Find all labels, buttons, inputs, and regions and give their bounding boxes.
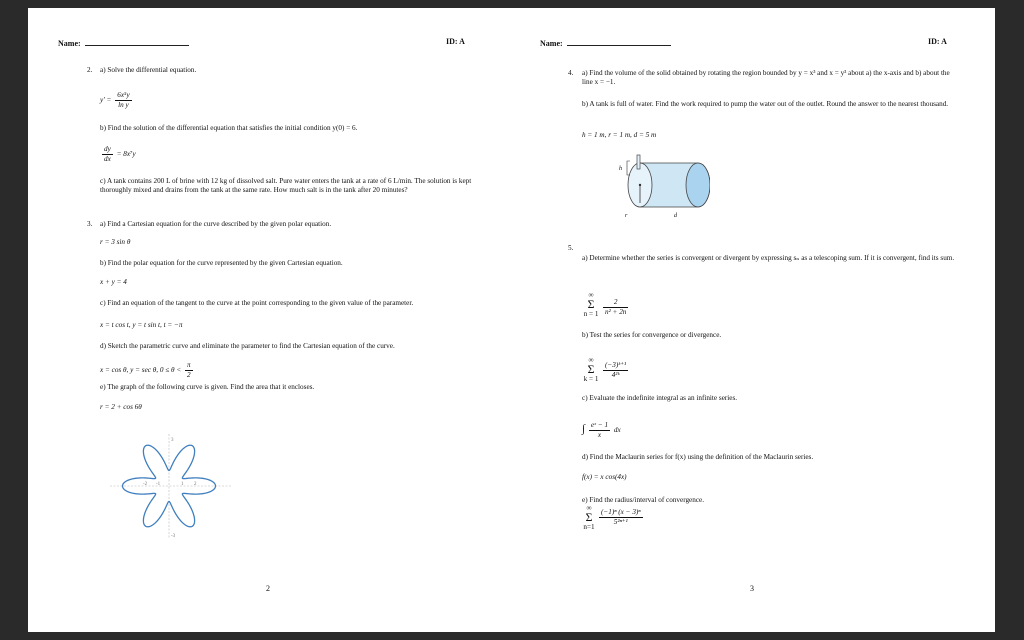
q5e-text: e) Find the radius/interval of convergence.	[582, 496, 705, 504]
q5c-expression	[582, 421, 621, 440]
q5c-text: c) Evaluate the indefinite integral as an infinite series.	[582, 394, 738, 402]
page-number-2: 2	[266, 584, 270, 593]
page-2	[28, 8, 511, 632]
q3d-eq-text: x = cos θ, y = sec θ, 0 ≤ θ <	[100, 366, 182, 375]
label-h: h	[619, 166, 622, 172]
q5c-numerator: eˣ − 1	[590, 421, 609, 429]
q5e-numerator: (−1)ⁿ (x − 3)ⁿ	[601, 508, 641, 516]
q3b-equation: x + y = 4	[100, 278, 127, 286]
q2b-rhs: = 8x⁷y	[116, 150, 136, 159]
q3d-text: d) Sketch the parametric curve and eliminate the parameter to find the Cartesian equation of the curve.	[100, 342, 395, 350]
q2a-denominator: ln y	[118, 101, 129, 109]
q5b-denominator: 4²ᵏ	[611, 371, 620, 379]
tick-y-top: 3	[171, 438, 174, 443]
tick-y-bottom: -3	[171, 534, 176, 539]
worksheet-spread	[28, 8, 995, 632]
q2a-fraction	[115, 91, 131, 110]
q5a-sigma-top: ∞	[588, 291, 594, 299]
q5b-fraction	[603, 361, 628, 380]
name-blank-line	[85, 37, 189, 46]
tank-illustration	[600, 153, 710, 219]
q3d-denominator: 2	[186, 371, 191, 379]
q5a-denominator: n² + 2n	[605, 308, 627, 316]
q4a-text: a) Find the volume of the solid obtained by rotating the region bounded by y = x³ and x = y³ about a) the x-axis and b) about the line x = −1.	[582, 69, 950, 86]
q3a-text: a) Find a Cartesian equation for the curve described by the given polar equation.	[100, 220, 332, 228]
q5a-fraction	[603, 298, 628, 317]
q4b-text: b) A tank is full of water. Find the work required to pump the water out of the outlet. Round the answer to the nearest thousand.	[582, 100, 949, 108]
q5e-sigma-bottom: n=1	[583, 523, 595, 531]
q5a-sigma-bottom: n = 1	[583, 310, 599, 318]
id-label-right: ID: A	[928, 37, 947, 46]
question-3-number: 3.	[87, 220, 93, 228]
q5d-text: d) Find the Maclaurin series for f(x) using the definition of the Maclaurin series.	[582, 453, 814, 461]
q5b-sigma	[582, 356, 600, 383]
q3d-fraction	[185, 361, 193, 380]
q5b-sigma-bottom: k = 1	[583, 375, 599, 383]
q2a-numerator: 6x⁵y	[117, 91, 130, 99]
q3c-text: c) Find an equation of the tangent to the curve at the point corresponding to the given value of the parameter.	[100, 299, 414, 307]
q3c-equation: x = t cos t, y = t sin t, t = −π	[100, 321, 183, 329]
q2a-equation	[100, 91, 134, 110]
q3e-equation: r = 2 + cos 6θ	[100, 403, 142, 411]
name-field	[58, 37, 189, 48]
q3a-equation: r = 3 sin θ	[100, 238, 131, 246]
tick-x-neg1: -1	[156, 482, 161, 487]
q5e-sigma	[582, 504, 596, 531]
tick-x-2: 2	[194, 482, 197, 487]
page-3	[512, 8, 995, 632]
q5c-denominator: x	[597, 431, 602, 439]
tick-x-neg2: -2	[143, 482, 148, 487]
q5c-fraction	[589, 421, 610, 440]
question-4-number: 4.	[568, 69, 574, 77]
q2b-equation	[100, 145, 136, 164]
q3e-text: e) The graph of the following curve is given. Find the area that it encloses.	[100, 383, 315, 391]
question-5-number: 5.	[568, 244, 574, 252]
q5d-equation: f(x) = x cos(4x)	[582, 473, 627, 481]
q2b-text: b) Find the solution of the differential equation that satisfies the initial condition y(0) = 6.	[100, 124, 358, 132]
q5b-numerator: (−3)ᵏ⁺¹	[605, 361, 627, 369]
label-d: d	[674, 213, 677, 219]
q5a-sigma	[582, 291, 600, 318]
name-field-right	[540, 37, 671, 48]
q5c-dx: dx	[613, 426, 621, 435]
tank-outlet	[637, 155, 640, 169]
name-label-right: Name:	[540, 39, 563, 48]
q2b-denominator: dx	[104, 155, 111, 163]
q5a-term	[601, 298, 630, 317]
q2c-text: c) A tank contains 200 L of brine with 12 kg of dissolved salt. Pure water enters the tank at a rate of 6 L/min. The solution is kept thoroughly mixed and drains from the tank at the same rate. How much salt is in the tank after 20 minutes?	[100, 177, 472, 194]
q5e-denominator: 5²ⁿ⁺¹	[613, 518, 628, 526]
q2b-fraction	[102, 145, 113, 164]
q5b-sigma-top: ∞	[588, 356, 594, 364]
q2a-lhs: y′ =	[100, 96, 112, 105]
polar-curve-graph	[106, 430, 236, 542]
name-label: Name:	[58, 39, 81, 48]
tick-x-1: 1	[181, 482, 184, 487]
q5e-term	[597, 508, 645, 527]
q3d-numerator: π	[186, 361, 191, 369]
name-blank-line-right	[567, 37, 671, 46]
q2a-text: a) Solve the differential equation.	[100, 66, 197, 74]
q3b-text: b) Find the polar equation for the curve represented by the given Cartesian equation.	[100, 259, 343, 267]
q3d-equation	[100, 361, 195, 380]
q5a-sigma-symbol: Σ	[587, 297, 595, 311]
page-number-3: 3	[750, 584, 754, 593]
q5b-term	[601, 361, 630, 380]
id-label: ID: A	[446, 37, 465, 46]
q5a-text: a) Determine whether the series is convergent or divergent by expressing sₙ as a telescoping sum. If it is convergent, find its sum.	[582, 254, 955, 262]
tank-center-dot	[639, 184, 641, 186]
q4b-equation: h = 1 m, r = 1 m, d = 5 m	[582, 131, 657, 139]
q2b-numerator: dy	[104, 145, 111, 153]
label-r: r	[625, 213, 628, 219]
q5c-integral-sign: ∫	[582, 423, 586, 436]
q5b-text: b) Test the series for convergence or divergence.	[582, 331, 722, 339]
q5a-numerator: 2	[603, 298, 628, 308]
question-2-number: 2.	[87, 66, 93, 74]
q5e-sigma-symbol: Σ	[585, 510, 593, 524]
q5e-sigma-top: ∞	[586, 504, 592, 512]
q5e-fraction	[599, 508, 643, 527]
q5b-sigma-symbol: Σ	[587, 362, 595, 376]
tank-end-right	[686, 163, 710, 207]
